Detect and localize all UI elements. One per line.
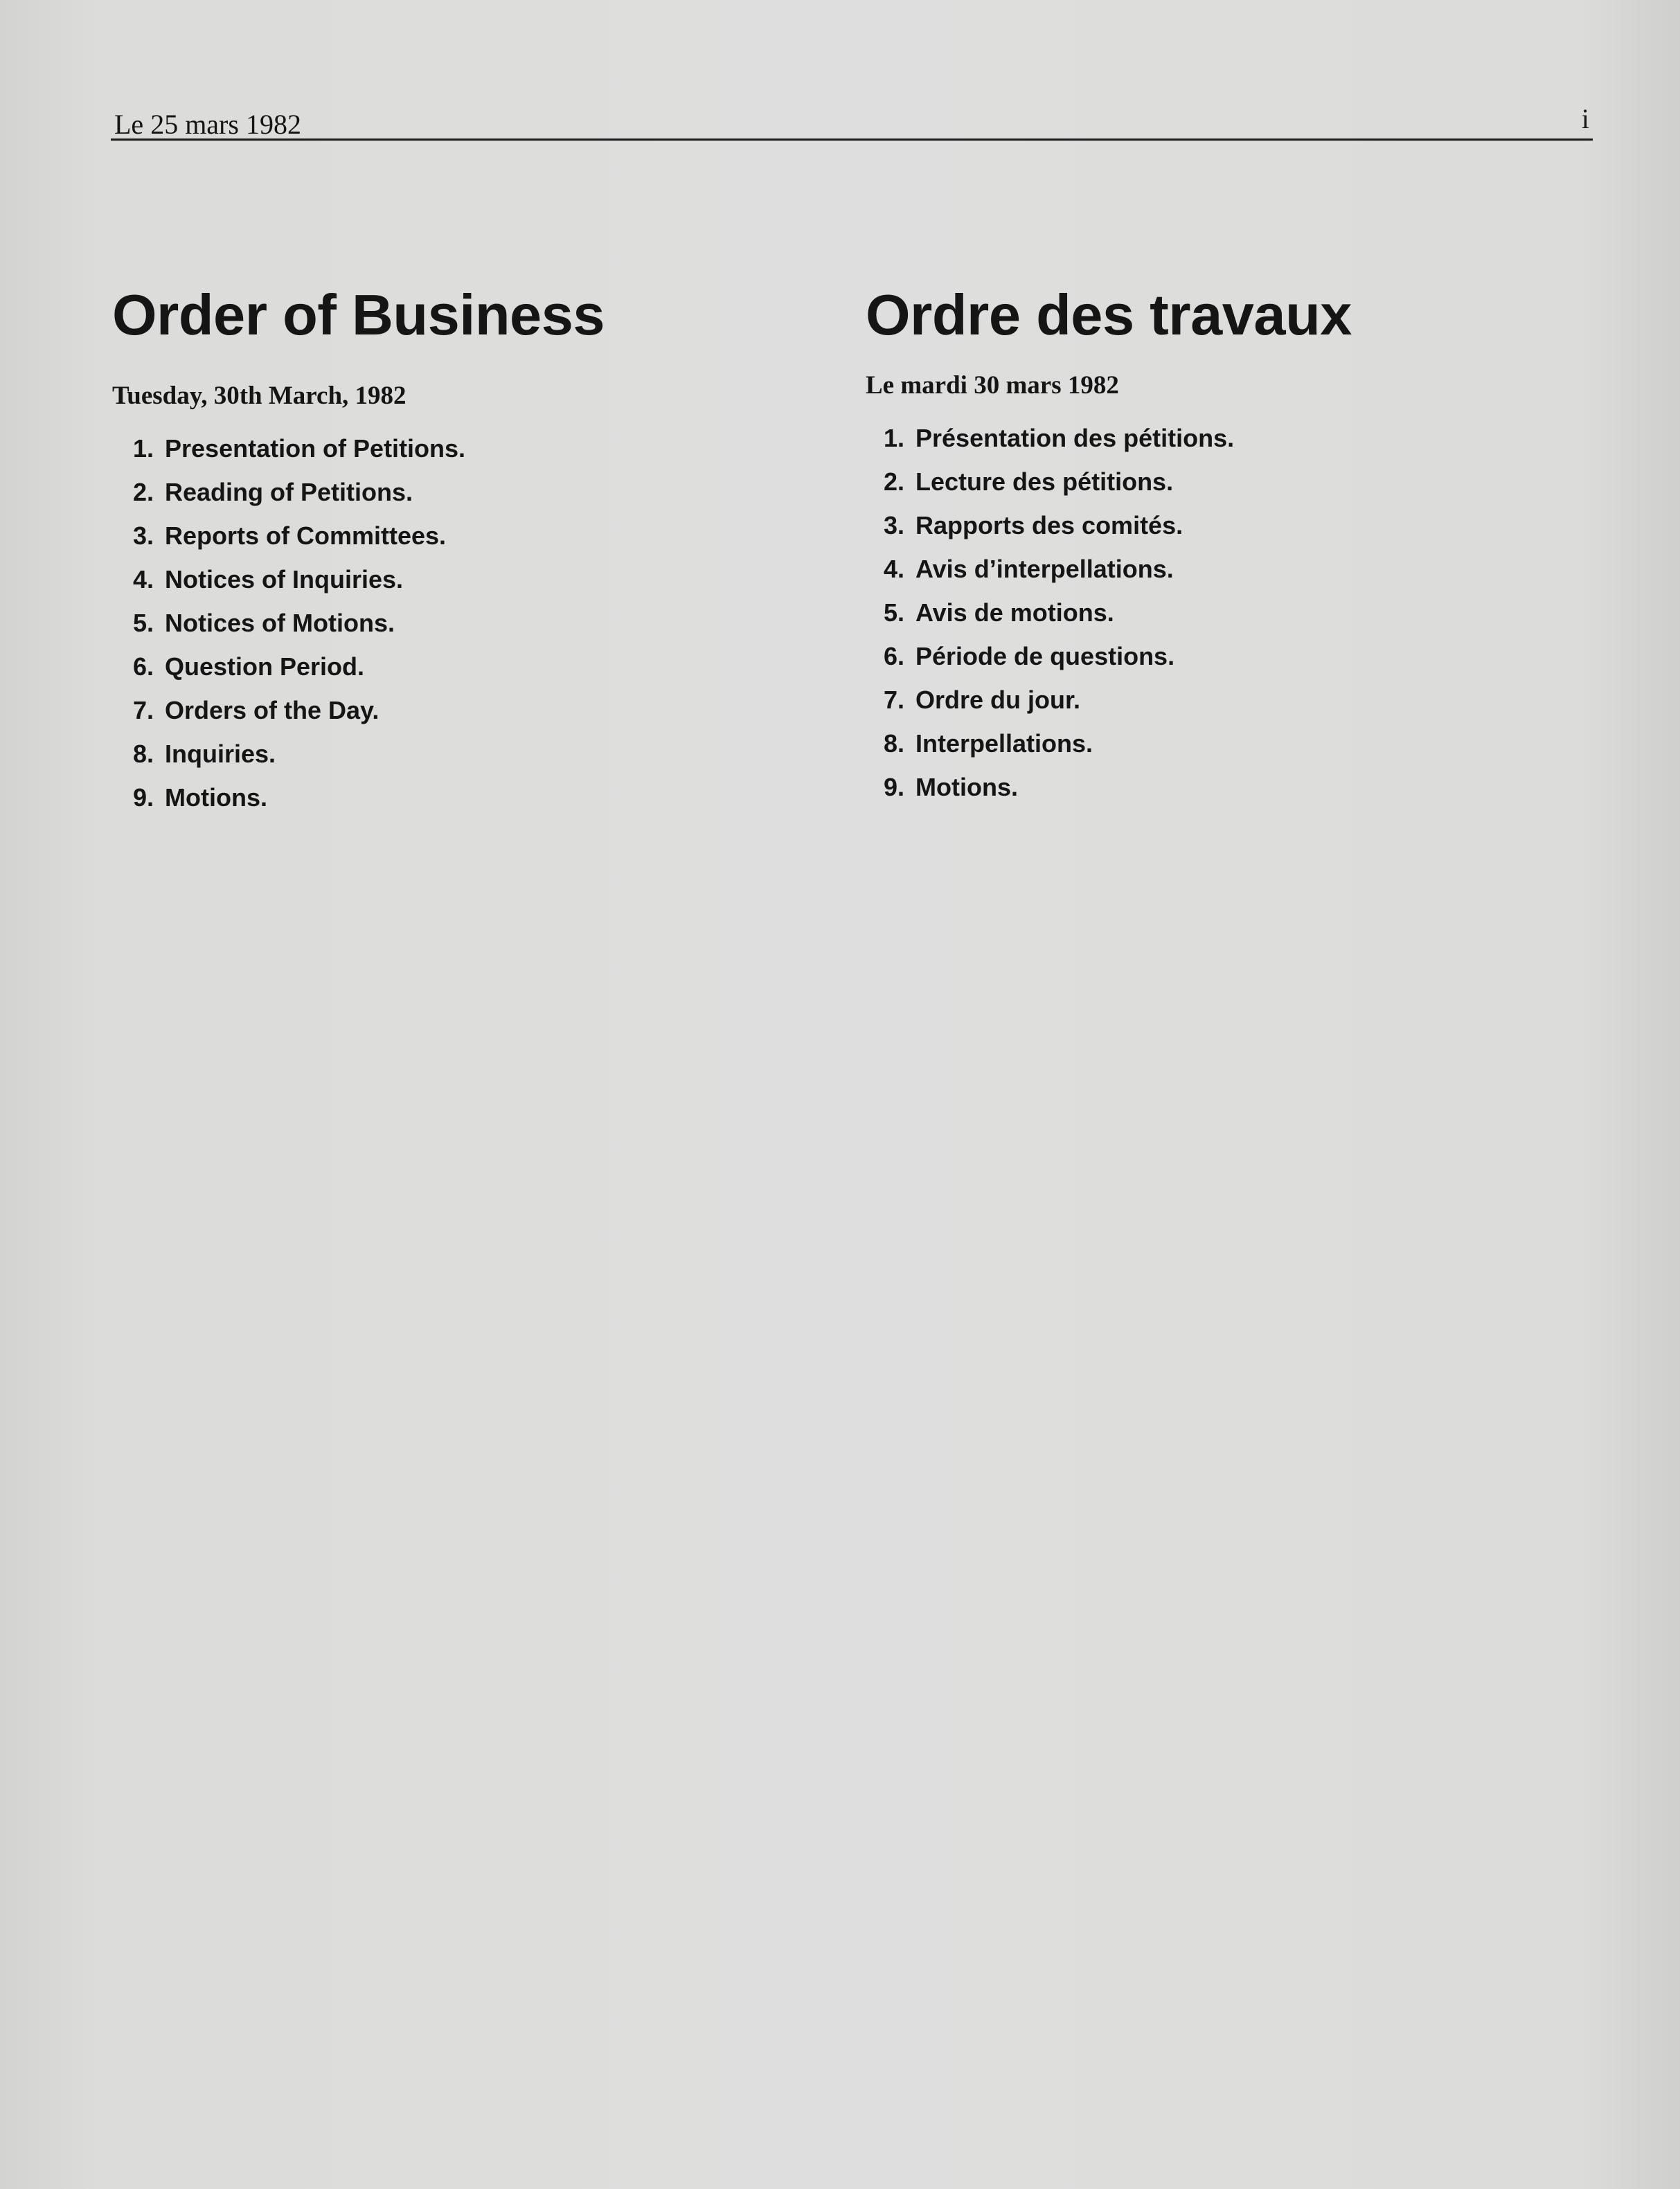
item-number: 1. [132,434,154,463]
header-date: Le 25 mars 1982 [114,109,301,140]
list-item [112,514,839,557]
list-item [866,460,1593,503]
item-label: Interpellations. [915,729,1093,758]
list-item [866,416,1593,460]
item-number: 6. [883,642,904,670]
item-number: 5. [132,609,154,637]
item-label: Notices of Motions. [165,609,395,637]
french-order-list [866,416,1593,809]
english-title: Order of Business [112,283,605,347]
page-number: i [1581,103,1589,134]
english-date-subtitle: Tuesday, 30th March, 1982 [112,382,406,410]
list-item [112,732,839,776]
english-order-list [112,427,839,819]
list-item [866,591,1593,634]
item-label: Inquiries. [165,740,276,768]
french-column [866,280,1593,809]
item-number: 3. [132,521,154,550]
item-label: Motions. [915,773,1018,801]
list-item [112,427,839,470]
item-label: Ordre du jour. [915,686,1081,714]
list-item [866,503,1593,547]
item-number: 9. [883,773,904,801]
french-date-subtitle: Le mardi 30 mars 1982 [866,371,1119,400]
item-number: 7. [883,686,904,714]
list-item [112,688,839,732]
item-label: Présentation des pétitions. [915,424,1235,452]
item-number: 1. [883,424,904,452]
item-number: 7. [132,696,154,724]
list-item [112,557,839,601]
item-label: Avis de motions. [915,598,1114,627]
list-item [866,678,1593,722]
item-number: 2. [132,478,154,506]
list-item [866,722,1593,765]
item-number: 6. [132,652,154,681]
item-label: Reading of Petitions. [165,478,413,506]
item-number: 5. [883,598,904,627]
item-number: 9. [132,783,154,812]
item-label: Motions. [165,783,267,812]
item-label: Notices of Inquiries. [165,565,404,593]
item-label: Avis d’interpellations. [915,555,1174,583]
list-item [112,776,839,819]
french-title: Ordre des travaux [866,283,1352,347]
list-item [866,634,1593,678]
item-number: 4. [883,555,904,583]
item-label: Période de questions. [915,642,1175,670]
list-item [866,547,1593,591]
item-number: 3. [883,511,904,539]
item-label: Question Period. [165,652,365,681]
item-label: Rapports des comités. [915,511,1183,539]
list-item [112,645,839,688]
page-header [111,103,1593,141]
item-number: 4. [132,565,154,593]
list-item [112,601,839,645]
item-number: 2. [883,467,904,496]
list-item [866,765,1593,809]
item-number: 8. [883,729,904,758]
english-column [112,280,839,819]
item-number: 8. [132,740,154,768]
item-label: Orders of the Day. [165,696,379,724]
item-label: Lecture des pétitions. [915,467,1174,496]
list-item [112,470,839,514]
item-label: Presentation of Petitions. [165,434,466,463]
item-label: Reports of Committees. [165,521,447,550]
